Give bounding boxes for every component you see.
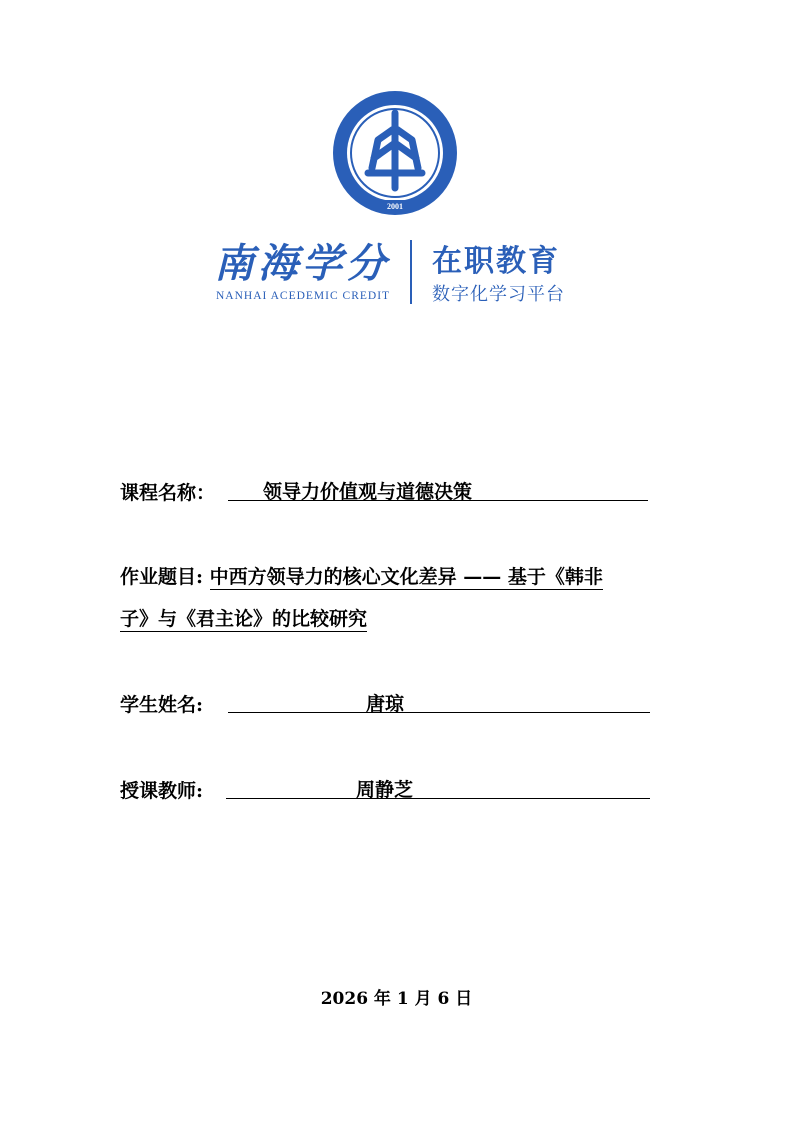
brand-slogan-line2: 数字化学习平台 — [432, 284, 565, 305]
course-value: 领导力价值观与道德决策 — [263, 481, 473, 503]
brand-wordmark — [210, 232, 590, 312]
submission-date: 2026 年 1 月 6 日 — [320, 989, 473, 1009]
assignment-field — [120, 562, 603, 589]
school-seal-logo — [330, 88, 460, 218]
teacher-label: 授课教师: — [120, 780, 204, 802]
assignment-label: 作业题目: — [120, 566, 204, 588]
brand-english-name: NANHAI ACEDEMIC CREDIT — [216, 290, 391, 302]
teacher-value-line — [226, 774, 650, 799]
brand-chinese-name: 南海学分 — [214, 240, 390, 287]
teacher-value: 周静芝 — [356, 779, 414, 801]
assignment-field-cont — [120, 604, 367, 631]
course-value-line — [228, 476, 648, 501]
logo-area — [0, 0, 793, 330]
course-label: 课程名称： — [120, 482, 216, 504]
student-value-line — [228, 688, 650, 713]
student-label: 学生姓名: — [120, 694, 204, 716]
brand-slogan-line1: 在职教育 — [432, 244, 560, 279]
student-value: 唐琼 — [366, 693, 405, 715]
assignment-value-line2: 子》与《君主论》的比较研究 — [120, 608, 368, 630]
assignment-value-line1: 中西方领导力的核心文化差异 —— 基于《韩非 — [209, 566, 603, 588]
brand-divider — [410, 240, 412, 304]
course-field — [120, 478, 215, 505]
seal-year: 2001 — [387, 202, 403, 211]
teacher-field — [120, 776, 203, 803]
student-field — [120, 690, 203, 717]
